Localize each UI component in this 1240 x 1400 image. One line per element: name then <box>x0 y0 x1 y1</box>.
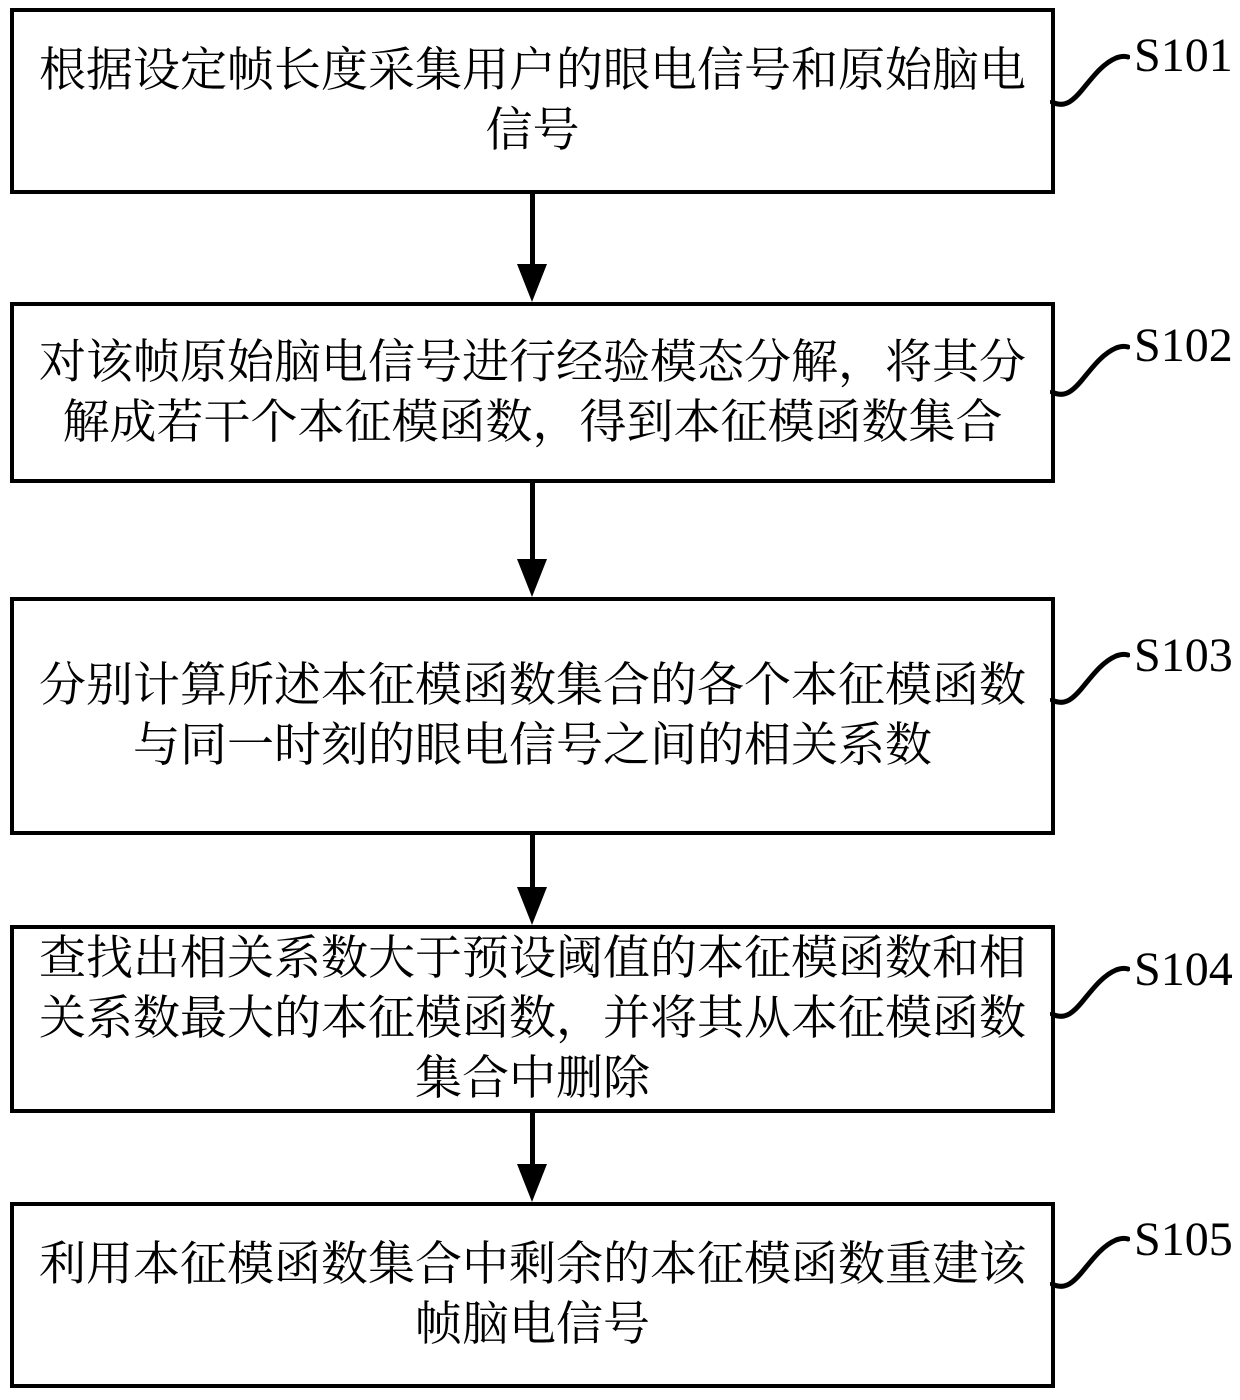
step-text-s102 <box>14 333 1051 453</box>
flow-arrow-2 <box>517 483 547 597</box>
step-text-line: 帧脑电信号 <box>415 1299 650 1351</box>
step-text-line: 查找出相关系数大于预设阈值的本征模函数和相 <box>39 933 1026 985</box>
leader-line-s101 <box>1050 46 1130 108</box>
flow-arrow-4 <box>517 1113 547 1202</box>
step-text-line: 分别计算所述本征模函数集合的各个本征模函数 <box>39 660 1026 712</box>
step-text-s104 <box>14 929 1051 1109</box>
flow-step-box-s105 <box>10 1202 1055 1388</box>
step-text-line: 关系数最大的本征模函数，并将其从本征模函数 <box>39 993 1026 1045</box>
step-text-line: 解成若干个本征模函数，得到本征模函数集合 <box>62 396 1003 449</box>
flow-step-box-s104 <box>10 925 1055 1113</box>
step-text-line: 与同一时刻的眼电信号之间的相关系数 <box>133 720 932 772</box>
leader-line-s104 <box>1050 958 1130 1020</box>
flow-step-box-s103 <box>10 597 1055 835</box>
step-text-line: 根据设定帧长度采集用户的眼电信号和原始脑电 <box>39 45 1026 97</box>
step-text-line: 利用本征模函数集合中剩余的本征模函数重建该 <box>39 1239 1026 1291</box>
flow-step-box-s101 <box>10 8 1055 194</box>
step-text-s105 <box>14 1235 1051 1355</box>
leader-line-s103 <box>1050 644 1130 706</box>
arrow-shaft <box>530 1113 535 1164</box>
step-text-line: 对该帧原始脑电信号进行经验模态分解，将其分 <box>39 336 1026 389</box>
step-label-s101: S101 <box>1134 29 1233 82</box>
step-label-s104: S104 <box>1134 943 1233 996</box>
arrow-shaft <box>530 194 535 264</box>
step-text-s103 <box>14 656 1051 776</box>
step-label-s105: S105 <box>1134 1213 1233 1266</box>
arrow-shaft <box>530 835 535 887</box>
arrow-head-icon <box>517 264 547 302</box>
flow-arrow-3 <box>517 835 547 925</box>
flow-arrow-1 <box>517 194 547 302</box>
step-text-s101 <box>14 41 1051 161</box>
step-label-s102: S102 <box>1134 319 1233 372</box>
leader-line-s102 <box>1050 336 1130 398</box>
flow-step-box-s102 <box>10 302 1055 483</box>
arrow-head-icon <box>517 887 547 925</box>
step-label-s103: S103 <box>1134 629 1233 682</box>
arrow-shaft <box>530 483 535 559</box>
step-text-line: 信号 <box>485 105 580 157</box>
arrow-head-icon <box>517 1164 547 1202</box>
leader-line-s105 <box>1050 1228 1130 1290</box>
step-text-line: 集合中删除 <box>415 1053 650 1105</box>
arrow-head-icon <box>517 559 547 597</box>
